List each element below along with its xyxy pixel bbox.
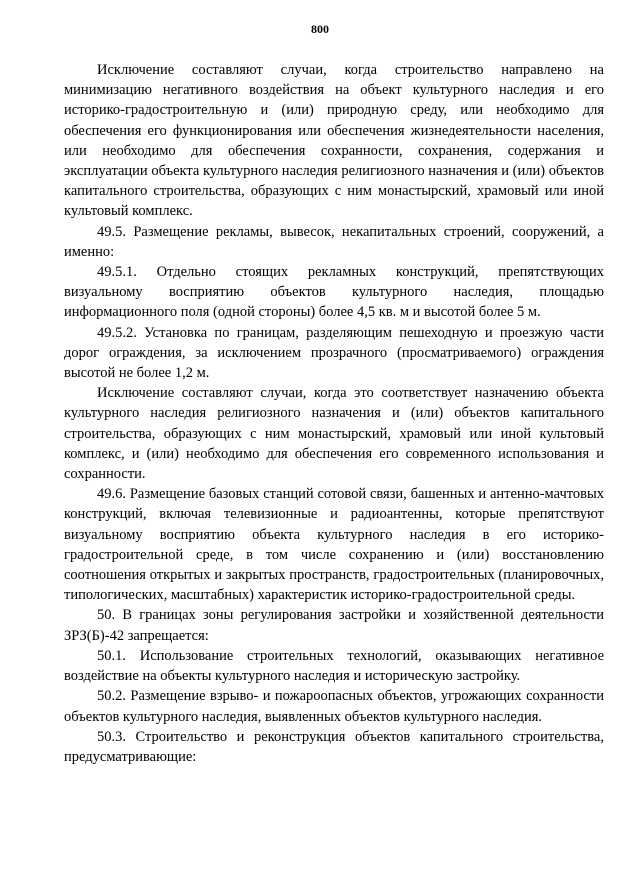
document-body <box>64 60 604 767</box>
paragraph-49-5-2: 49.5.2. Установка по границам, разделяющим пешеходную и проезжую части дорог ограждения, за исключением прозрачного (просматриваемого) ограждения высотой не более 1,2 м. <box>64 324 604 382</box>
paragraph-exception-2: Исключение составляют случаи, когда это соответствует назначению объекта культурного наследия религиозного назначения и (или) объектов капитального строительства, образующих с ним монастырский, храмовый или иной культовый комплекс, и (или) необходимо для обеспечения его современного использования и сохранности. <box>64 385 604 483</box>
paragraph-50-1: 50.1. Использование строительных технологий, оказывающих негативное воздействие на объекты культурного наследия и историческую застройку. <box>64 647 604 685</box>
paragraph-50-2: 50.2. Размещение взрыво- и пожароопасных объектов, угрожающих сохранности объектов культурного наследия, выявленных объектов культурного наследия. <box>64 688 604 725</box>
paragraph-50: 50. В границах зоны регулирования застройки и хозяйственной деятельности ЗРЗ(Б)-42 запрещается: <box>64 607 604 644</box>
paragraph-49-5-1: 49.5.1. Отдельно стоящих рекламных конструкций, препятствующих визуальному восприятию объектов культурного наследия, площадью информационного поля (одной стороны) более 4,5 кв. м и высотой более 5 м. <box>64 264 604 321</box>
paragraph-exception-1: Исключение составляют случаи, когда строительство направлено на минимизацию негативного воздействия на объект культурного наследия и его историко-градостроительную и (или) природную среду, или необходимо для обеспечения его функционирования или обеспечения жизнедеятельности населения, или необходимо для обеспечения сохранности, сохранения, содержания и эксплуатации объекта культурного наследия религиозного назначения и (или) объектов капитального строительства, образующих с ним монастырский, храмовый или иной культовый комплекс. <box>64 62 604 220</box>
paragraph-49-5: 49.5. Размещение рекламы, вывесок, некапитальных строений, сооружений, а именно: <box>64 223 604 260</box>
page-number: 800 <box>311 22 329 36</box>
paragraph-50-3: 50.3. Строительство и реконструкция объектов капитального строительства, предусматривающие: <box>64 728 604 765</box>
paragraph-49-6: 49.6. Размещение базовых станций сотовой связи, башенных и антенно-мачтовых конструкций, включая телевизионные и радиоантенны, которые препятствуют визуальному восприятию объекта культурного наследия в его историко-градостроительной среде, в том числе сохранению и (или) восстановлению соотношения открытых и закрытых пространств, градостроительных (планировочных, типологических, масштабных) характеристик историко-градостроительной среды. <box>64 486 604 604</box>
